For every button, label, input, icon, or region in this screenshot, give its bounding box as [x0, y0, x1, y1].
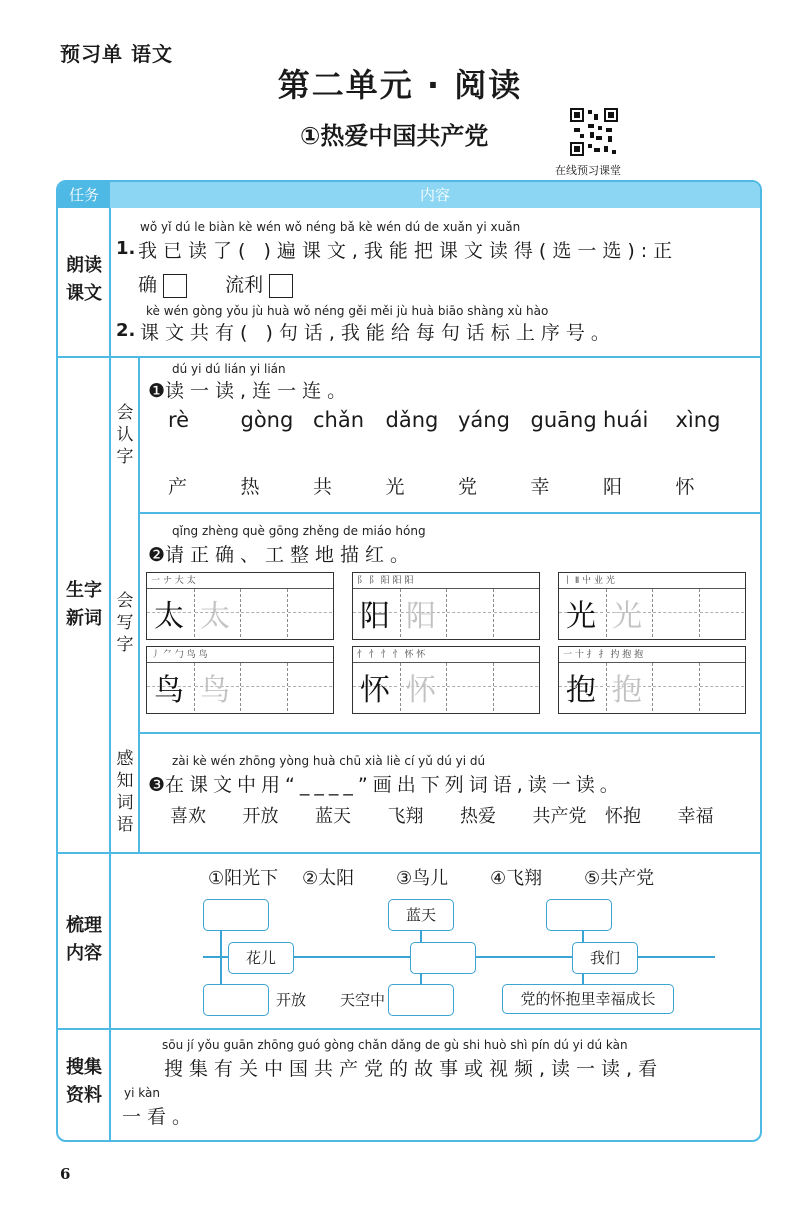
model-character: 鸟: [154, 673, 184, 708]
row-item: 党: [458, 476, 478, 498]
q1-number: 1.: [116, 238, 136, 259]
writing-cell[interactable]: [287, 663, 332, 711]
box-flower: 花儿: [228, 942, 294, 974]
cell-midline: [700, 686, 744, 687]
label-read-text: 朗读 课文: [66, 255, 102, 304]
recognize-instruction: [148, 376, 352, 403]
writing-cell[interactable]: [493, 663, 538, 711]
header-task: 任务: [58, 182, 110, 208]
row-item: 阳: [603, 476, 623, 498]
cell-midline: [288, 686, 332, 687]
model-character: 太: [154, 599, 184, 634]
qr-code-icon[interactable]: [568, 106, 620, 158]
model-character: 抱: [566, 673, 596, 708]
box-grow: 党的怀抱里幸福成长: [502, 984, 674, 1014]
row-item: xìng: [675, 408, 721, 432]
collect-pinyin-1: sōu jí yǒu guān zhōng guó gòng chǎn dǎng de gù shi huò shì pín dú yi dú kàn: [162, 1038, 628, 1052]
stroke-order: 阝 阝 阳 阳 阳: [357, 576, 414, 586]
cell-midline: [653, 686, 697, 687]
writing-grid: [352, 572, 540, 640]
row-item: 热: [240, 476, 260, 498]
trace-character[interactable]: 太: [200, 599, 230, 634]
model-character: 阳: [360, 599, 390, 634]
column-divider: [109, 208, 111, 1140]
trace-character[interactable]: 阳: [406, 599, 436, 634]
writing-cell[interactable]: [240, 663, 285, 711]
writing-grid: [352, 646, 540, 714]
writing-cell[interactable]: [699, 589, 744, 637]
writing-cell[interactable]: [493, 589, 538, 637]
bloom-text: 开放: [276, 991, 307, 1009]
cell-midline: [447, 686, 491, 687]
perceive-text: 在课文中用“____”画出下列词语,读一读。: [165, 774, 624, 796]
collect-line-2: 一看。: [122, 1106, 198, 1128]
row-item: 光: [385, 476, 405, 498]
cell-midline: [494, 612, 538, 613]
writing-grids: [146, 572, 756, 722]
cell-midline: [447, 612, 491, 613]
blank-box-middle[interactable]: [410, 942, 476, 974]
organize-option: ①阳光下: [208, 868, 279, 889]
collect-pinyin-2: yi kàn: [124, 1086, 160, 1100]
row-item: chǎn: [313, 408, 365, 432]
step-2-icon: ❷: [148, 544, 166, 566]
q2-text: 课文共有( )句话,我能给每句话标上序号。: [140, 322, 616, 344]
writing-grid: [146, 646, 334, 714]
cell-midline: [653, 612, 697, 613]
row-item: 幸福: [677, 806, 714, 827]
stroke-order: 丿 ⺈ 勹 鸟 鸟: [151, 650, 208, 660]
qr-label: 在线预习课堂: [555, 164, 621, 177]
in-sky-text: 天空中: [340, 991, 386, 1009]
stroke-order: 一 ナ 大 太: [151, 576, 196, 586]
row-divider: [58, 852, 760, 854]
label-perceive: 感 知 词 语: [116, 749, 134, 835]
row-divider: [138, 732, 760, 734]
perceive-pinyin: zài kè wén zhōng yòng huà chū xià liè cí yǔ dú yi dú: [172, 754, 486, 768]
row-item: rè: [168, 408, 190, 432]
write-text: 请正确、工整地描红。: [165, 544, 416, 566]
blank-box-we-top[interactable]: [546, 899, 612, 931]
blank-box-flower-bottom[interactable]: [203, 984, 269, 1016]
write-instruction: [148, 540, 415, 567]
unit-title: 第二单元 · 阅读: [277, 66, 523, 104]
row-item: yáng: [458, 408, 510, 432]
organize-option: ④飞翔: [490, 868, 543, 889]
cell-midline: [241, 612, 285, 613]
row-item: dǎng: [385, 408, 439, 432]
perceive-instruction: [148, 770, 624, 797]
writing-cell[interactable]: [446, 663, 491, 711]
trace-character[interactable]: 抱: [612, 673, 642, 708]
q2-number: 2.: [116, 320, 136, 341]
box-blue-sky: 蓝天: [388, 899, 454, 931]
trace-character[interactable]: 鸟: [200, 673, 230, 708]
blank-box-flower-top[interactable]: [203, 899, 269, 931]
row-item: 怀: [675, 476, 695, 498]
label-organize: 梳理 内容: [66, 915, 102, 964]
cell-midline: [494, 686, 538, 687]
cell-midline: [288, 612, 332, 613]
stroke-order: 忄 忄 忄 忄 怀 怀: [357, 650, 426, 660]
model-character: 光: [566, 599, 596, 634]
option-fluent-label: 流利: [225, 274, 264, 296]
step-3-icon: ❸: [148, 774, 166, 796]
row-item: 热爱: [460, 806, 496, 827]
recognize-text: 读一读,连一连。: [165, 380, 353, 402]
writing-grid: [558, 646, 746, 714]
label-collect: 搜集 资料: [66, 1057, 102, 1106]
label-recognize: 会 认 字: [116, 403, 134, 467]
collect-line-1: 搜集有关中国共产党的故事或视频,读一读,看: [164, 1058, 664, 1080]
writing-cell[interactable]: [652, 589, 697, 637]
row-item: 蓝天: [315, 806, 351, 827]
lesson-title: ①热爱中国共产党: [300, 122, 489, 150]
organize-option: ②太阳: [302, 868, 355, 889]
char-row: [168, 472, 748, 500]
writing-cell[interactable]: [240, 589, 285, 637]
writing-cell[interactable]: [699, 663, 744, 711]
row-divider: [138, 512, 760, 514]
trace-character[interactable]: 怀: [406, 673, 436, 708]
row-item: 共产党: [532, 806, 587, 827]
box-we: 我们: [572, 942, 638, 974]
worksheet-table: [56, 180, 762, 1142]
pinyin-row: [168, 408, 748, 436]
option-correct-box[interactable]: [163, 274, 187, 298]
writing-cell[interactable]: [287, 589, 332, 637]
option-row: [208, 864, 678, 890]
organize-option: ③鸟儿: [396, 868, 449, 889]
trace-character[interactable]: 光: [612, 599, 642, 634]
row-item: huái: [603, 408, 649, 432]
q1-text: 我已读了( )遍课文,我能把课文读得(选一选):正: [138, 240, 679, 262]
row-item: 怀抱: [605, 806, 641, 827]
q1-pinyin: wǒ yǐ dú le biàn kè wén wǒ néng bǎ kè wén dú de xuǎn yi xuǎn: [140, 220, 521, 234]
model-character: 怀: [360, 673, 390, 708]
stroke-order: 一 十 扌 扌 扚 抱 抱: [563, 650, 644, 660]
q2-pinyin: kè wén gòng yǒu jù huà wǒ néng gěi měi jù huà biāo shàng xù hào: [146, 304, 549, 318]
row-item: 飞翔: [387, 806, 424, 827]
word-row: [170, 802, 750, 830]
cell-midline: [241, 686, 285, 687]
row-item: 喜欢: [170, 806, 206, 827]
stroke-order: 丨 Ⅱ 屮 业 光: [563, 576, 615, 586]
option-fluent-box[interactable]: [269, 274, 293, 298]
row-item: gòng: [240, 408, 294, 432]
label-new-words: 生字 新词: [66, 580, 102, 629]
blank-box-sky-bottom[interactable]: [388, 984, 454, 1016]
writing-cell[interactable]: [652, 663, 697, 711]
book-header: 预习单 语文: [60, 42, 173, 66]
step-1-icon: ❶: [148, 380, 166, 402]
row-item: 幸: [530, 476, 550, 498]
q1-options: [138, 270, 293, 298]
page-number: 6: [60, 1165, 71, 1183]
recognize-pinyin: dú yi dú lián yi lián: [172, 362, 286, 376]
row-item: 开放: [242, 806, 279, 827]
organize-option: ⑤共产党: [584, 868, 655, 889]
row-item: 产: [168, 476, 188, 498]
write-pinyin: qǐng zhèng què gōng zhěng de miáo hóng: [172, 524, 426, 538]
cell-midline: [700, 612, 744, 613]
row-item: guāng: [530, 408, 597, 432]
writing-cell[interactable]: [446, 589, 491, 637]
label-write: 会 写 字: [116, 591, 134, 655]
writing-grid: [558, 572, 746, 640]
writing-grid: [146, 572, 334, 640]
header-content: 内容: [419, 186, 450, 204]
option-correct-label: 确: [138, 274, 158, 296]
row-item: 共: [313, 476, 333, 498]
connector-line: [220, 928, 222, 986]
row-divider: [58, 356, 760, 358]
row-divider: [58, 1028, 760, 1030]
